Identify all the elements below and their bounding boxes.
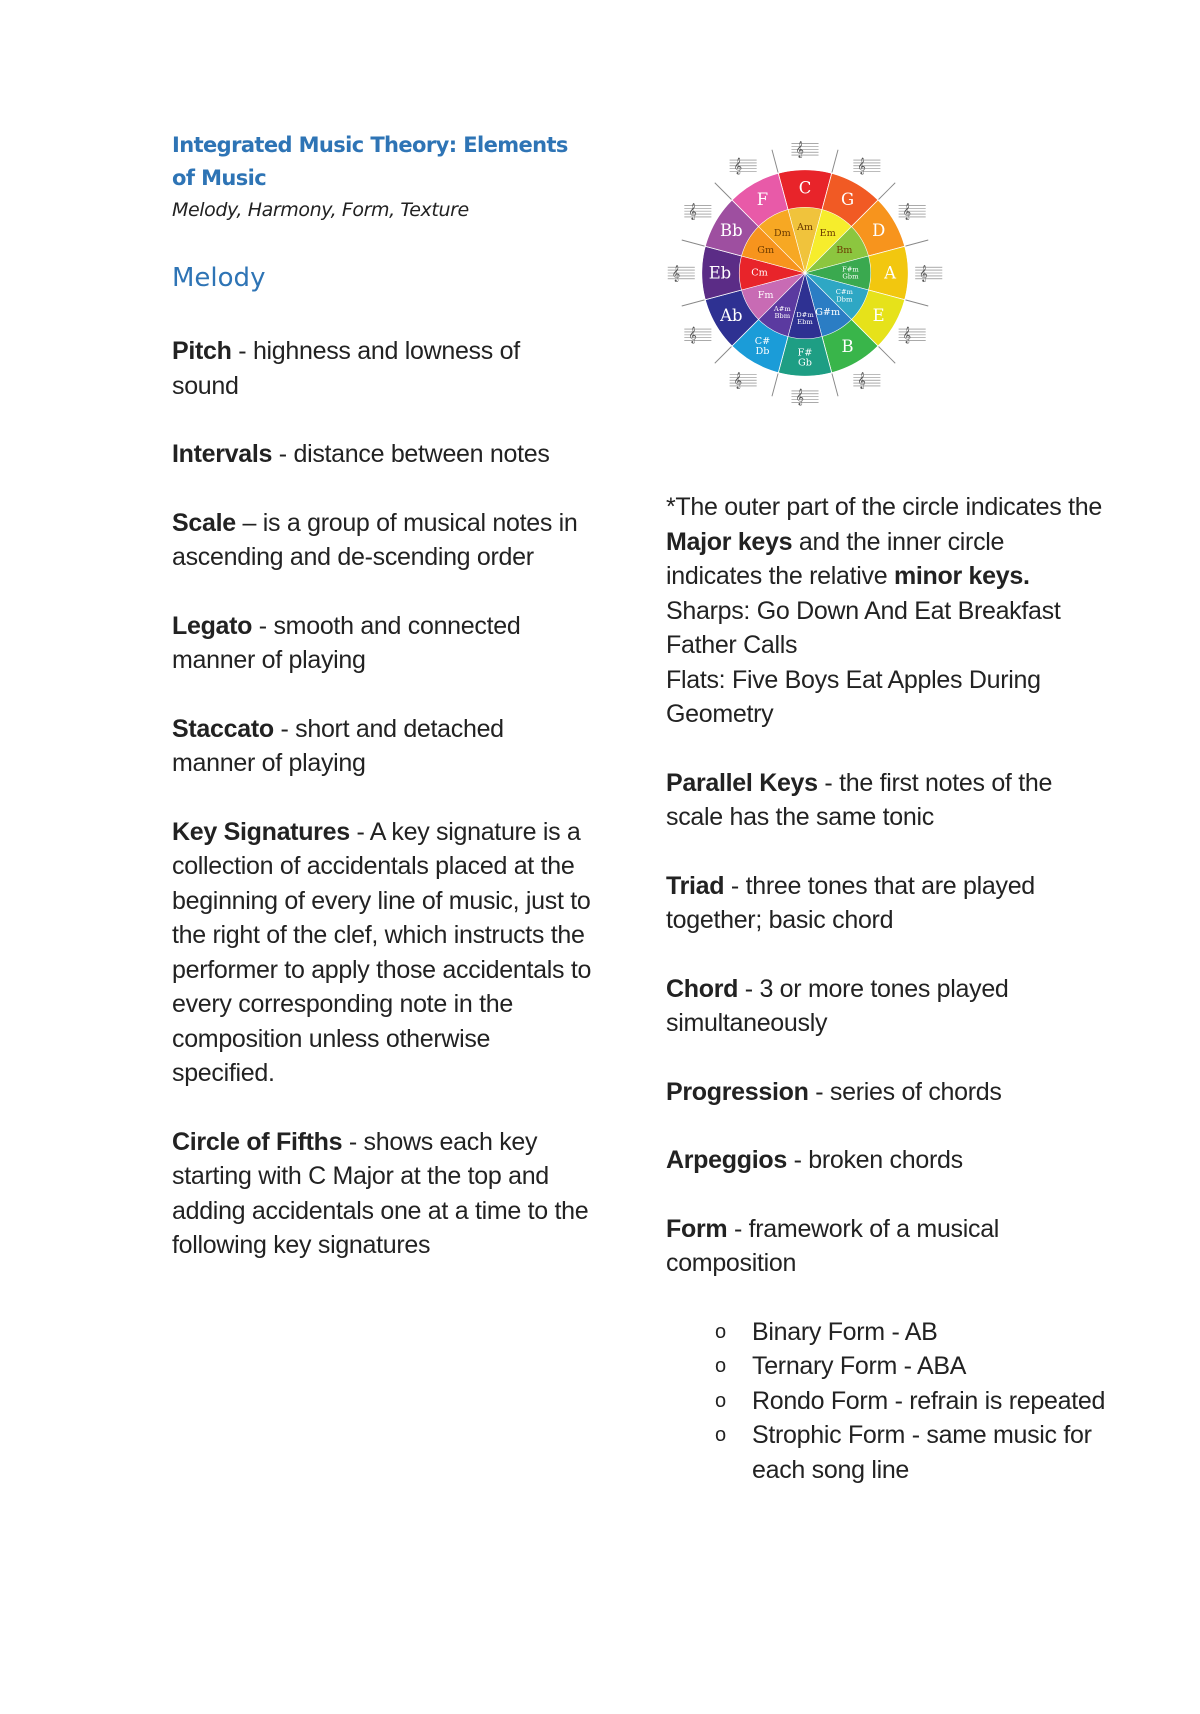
sharps-mnemonic: Sharps: Go Down And Eat Breakfast Father Calls bbox=[666, 596, 1061, 659]
flats-mnemonic: Flats: Five Boys Eat Apples During Geometry bbox=[666, 665, 1041, 728]
spoke-line bbox=[682, 299, 707, 306]
major-key-label: A bbox=[884, 263, 896, 283]
minor-key-label: Em bbox=[819, 228, 836, 240]
spoke-line bbox=[715, 183, 733, 201]
definition-staccato: Staccato - short and detached manner of playing bbox=[172, 714, 504, 777]
minor-key-label: G#m bbox=[815, 306, 841, 318]
key-signature-staff bbox=[791, 141, 818, 158]
spoke-line bbox=[715, 345, 733, 363]
definition-text: three tones that are played together; basic chord bbox=[666, 871, 1035, 934]
definition-text: 3 or more tones played simultaneously bbox=[666, 974, 1009, 1037]
key-signature-staff bbox=[899, 327, 926, 344]
treble-clef-icon: 𝄞 bbox=[671, 265, 681, 282]
definition-scale: Scale – is a group of musical notes in ascending and de-scending order bbox=[172, 508, 578, 571]
list-item: o Strophic Form - same music for each song line bbox=[752, 1418, 1106, 1487]
term: Progression bbox=[666, 1077, 809, 1106]
term: Staccato bbox=[172, 714, 274, 743]
minor-key-label: Ebm bbox=[797, 317, 813, 326]
definition-parallel-keys: Parallel Keys - the first notes of the scale has the same tonic bbox=[666, 768, 1053, 831]
term: Legato bbox=[172, 611, 253, 640]
major-key-label: E bbox=[872, 306, 885, 326]
definition-progression: Progression - series of chords bbox=[666, 1077, 1002, 1106]
document-title: Integrated Music Theory: Elements of Music bbox=[172, 133, 568, 190]
definition-legato: Legato - smooth and connected manner of playing bbox=[172, 611, 521, 674]
term: Parallel Keys bbox=[666, 768, 818, 797]
spoke-line bbox=[772, 150, 779, 175]
form-types-list bbox=[666, 1315, 1106, 1488]
definition-pitch: Pitch - highness and lowness of sound bbox=[172, 337, 520, 400]
minor-key-label: A#m bbox=[773, 304, 791, 313]
definition-arpeggios: Arpeggios - broken chords bbox=[666, 1146, 963, 1174]
spoke-line bbox=[772, 371, 779, 396]
treble-clef-icon: 𝄞 bbox=[857, 158, 866, 175]
spoke-line bbox=[877, 183, 895, 201]
minor-key-label: D#m bbox=[796, 310, 814, 319]
treble-clef-icon: 𝄞 bbox=[688, 203, 697, 220]
treble-clef-icon: 𝄞 bbox=[795, 142, 804, 159]
definition-text: distance between notes bbox=[293, 440, 550, 468]
term: Form bbox=[666, 1214, 728, 1243]
key-signature-staff bbox=[791, 389, 818, 406]
list-item: o Ternary Form - ABA bbox=[752, 1349, 1106, 1384]
treble-clef-icon: 𝄞 bbox=[733, 372, 743, 389]
term: Intervals bbox=[172, 440, 273, 468]
key-signature-staff bbox=[853, 158, 880, 175]
major-key-label: Db bbox=[755, 346, 770, 358]
minor-key-label: Fm bbox=[757, 290, 774, 302]
definition-text: is a group of musical notes in ascending and de-scending order bbox=[172, 508, 578, 571]
definition-chord: Chord - 3 or more tones played simultaneously bbox=[666, 974, 1009, 1037]
key-signature-staff bbox=[899, 203, 926, 220]
minor-key-label: Bbm bbox=[774, 311, 791, 320]
section-heading-melody: Melody bbox=[172, 263, 266, 293]
definition-text: broken chords bbox=[808, 1146, 963, 1174]
key-signature-staff bbox=[915, 265, 942, 282]
treble-clef-icon: 𝄞 bbox=[919, 265, 928, 282]
definition-text: smooth and connected manner of playing bbox=[172, 611, 521, 674]
minor-key-label: Am bbox=[796, 222, 814, 234]
term: Scale bbox=[172, 508, 236, 537]
definition-text: shows each key starting with C Major at the top and adding accidentals one at a time to the following key signatures bbox=[172, 1127, 589, 1259]
major-key-label: G bbox=[840, 189, 855, 209]
key-signature-staff bbox=[730, 158, 757, 175]
definition-text: series of chords bbox=[829, 1077, 1002, 1106]
term: Arpeggios bbox=[666, 1146, 787, 1174]
major-key-label: Ab bbox=[720, 306, 743, 326]
definition-text: short and detached manner of playing bbox=[172, 714, 504, 777]
treble-clef-icon: 𝄞 bbox=[688, 327, 697, 344]
major-key-label: C bbox=[798, 178, 812, 198]
spoke-line bbox=[903, 299, 928, 306]
minor-key-label: Cm bbox=[751, 267, 768, 279]
treble-clef-icon: 𝄞 bbox=[857, 372, 866, 389]
term: Pitch bbox=[172, 337, 232, 365]
definition-text: framework of a musical composition bbox=[666, 1214, 1000, 1277]
minor-key-label: F#m bbox=[842, 265, 859, 274]
minor-key-label: Gbm bbox=[842, 272, 859, 281]
list-item: o Binary Form - AB bbox=[752, 1315, 1106, 1350]
definition-circle-of-fifths: Circle of Fifths - shows each key starting with C Major at the top and adding accidentals one at a time to the following key signatures bbox=[172, 1127, 589, 1259]
key-signature-staff bbox=[730, 372, 757, 389]
major-key-label: Bb bbox=[720, 220, 743, 240]
major-key-label: D bbox=[872, 220, 886, 240]
term: Circle of Fifths bbox=[172, 1127, 343, 1156]
minor-key-label: Gm bbox=[757, 244, 775, 256]
treble-clef-icon: 𝄞 bbox=[795, 389, 804, 406]
right-column bbox=[666, 490, 1106, 1487]
spoke-line bbox=[831, 150, 838, 175]
spoke-line bbox=[682, 240, 707, 247]
definition-text: the first notes of the scale has the same tonic bbox=[666, 768, 1053, 831]
spoke-line bbox=[877, 345, 895, 363]
major-key-label: Gb bbox=[798, 357, 812, 369]
list-item: o Rondo Form - refrain is repeated bbox=[752, 1384, 1106, 1419]
treble-clef-icon: 𝄞 bbox=[733, 158, 743, 175]
key-signature-staff bbox=[684, 203, 711, 220]
spoke-line bbox=[903, 240, 928, 247]
key-signature-staff bbox=[668, 265, 695, 282]
major-key-label: B bbox=[841, 337, 854, 357]
key-signature-staff bbox=[853, 372, 880, 389]
treble-clef-icon: 𝄞 bbox=[902, 203, 912, 220]
left-column bbox=[172, 334, 592, 1297]
major-key-label: Eb bbox=[708, 263, 732, 283]
minor-key-label: Dm bbox=[773, 228, 791, 240]
definition-text: A key signature is a collection of accidentals placed at the beginning of every line of music, just to the right of the clef, which instructs the performer to apply those accidentals to every corresponding note in the composition unless otherwise specified. bbox=[172, 817, 592, 1087]
term: Triad bbox=[666, 871, 725, 900]
definition-key-signatures: Key Signatures - A key signature is a collection of accidentals placed at the beginning of every line of music, just to the right of the clef, which instructs the performer to apply those accidentals to every corresponding note in the composition unless otherwise specified. bbox=[172, 817, 592, 1087]
term: Key Signatures bbox=[172, 817, 350, 846]
treble-clef-icon: 𝄞 bbox=[902, 327, 912, 344]
term: Chord bbox=[666, 974, 739, 1003]
minor-key-label: Dbm bbox=[836, 295, 853, 304]
major-key-label: F# bbox=[797, 347, 813, 359]
circle-of-fifths-note: *The outer part of the circle indicates the Major keys and the inner circle indicates the relative minor keys. Sharps: Go Down And Eat Breakfast Father Calls Flats: Five Boys Eat Apples During Geometry bbox=[666, 493, 1102, 728]
definition-form: Form - framework of a musical composition bbox=[666, 1214, 1000, 1277]
major-key-label: C# bbox=[754, 336, 771, 348]
spoke-line bbox=[831, 371, 838, 396]
minor-key-label: Bm bbox=[836, 244, 853, 256]
definition-triad: Triad - three tones that are played together; basic chord bbox=[666, 871, 1035, 934]
circle-of-fifths-wheel bbox=[660, 128, 950, 418]
definition-text: highness and lowness of sound bbox=[172, 337, 520, 400]
major-key-label: F bbox=[756, 189, 769, 209]
document-subtitle: Melody, Harmony, Form, Texture bbox=[172, 199, 469, 221]
minor-key-label: C#m bbox=[835, 288, 853, 297]
definition-intervals: Intervals - distance between notes bbox=[172, 440, 550, 468]
key-signature-staff bbox=[684, 327, 711, 344]
